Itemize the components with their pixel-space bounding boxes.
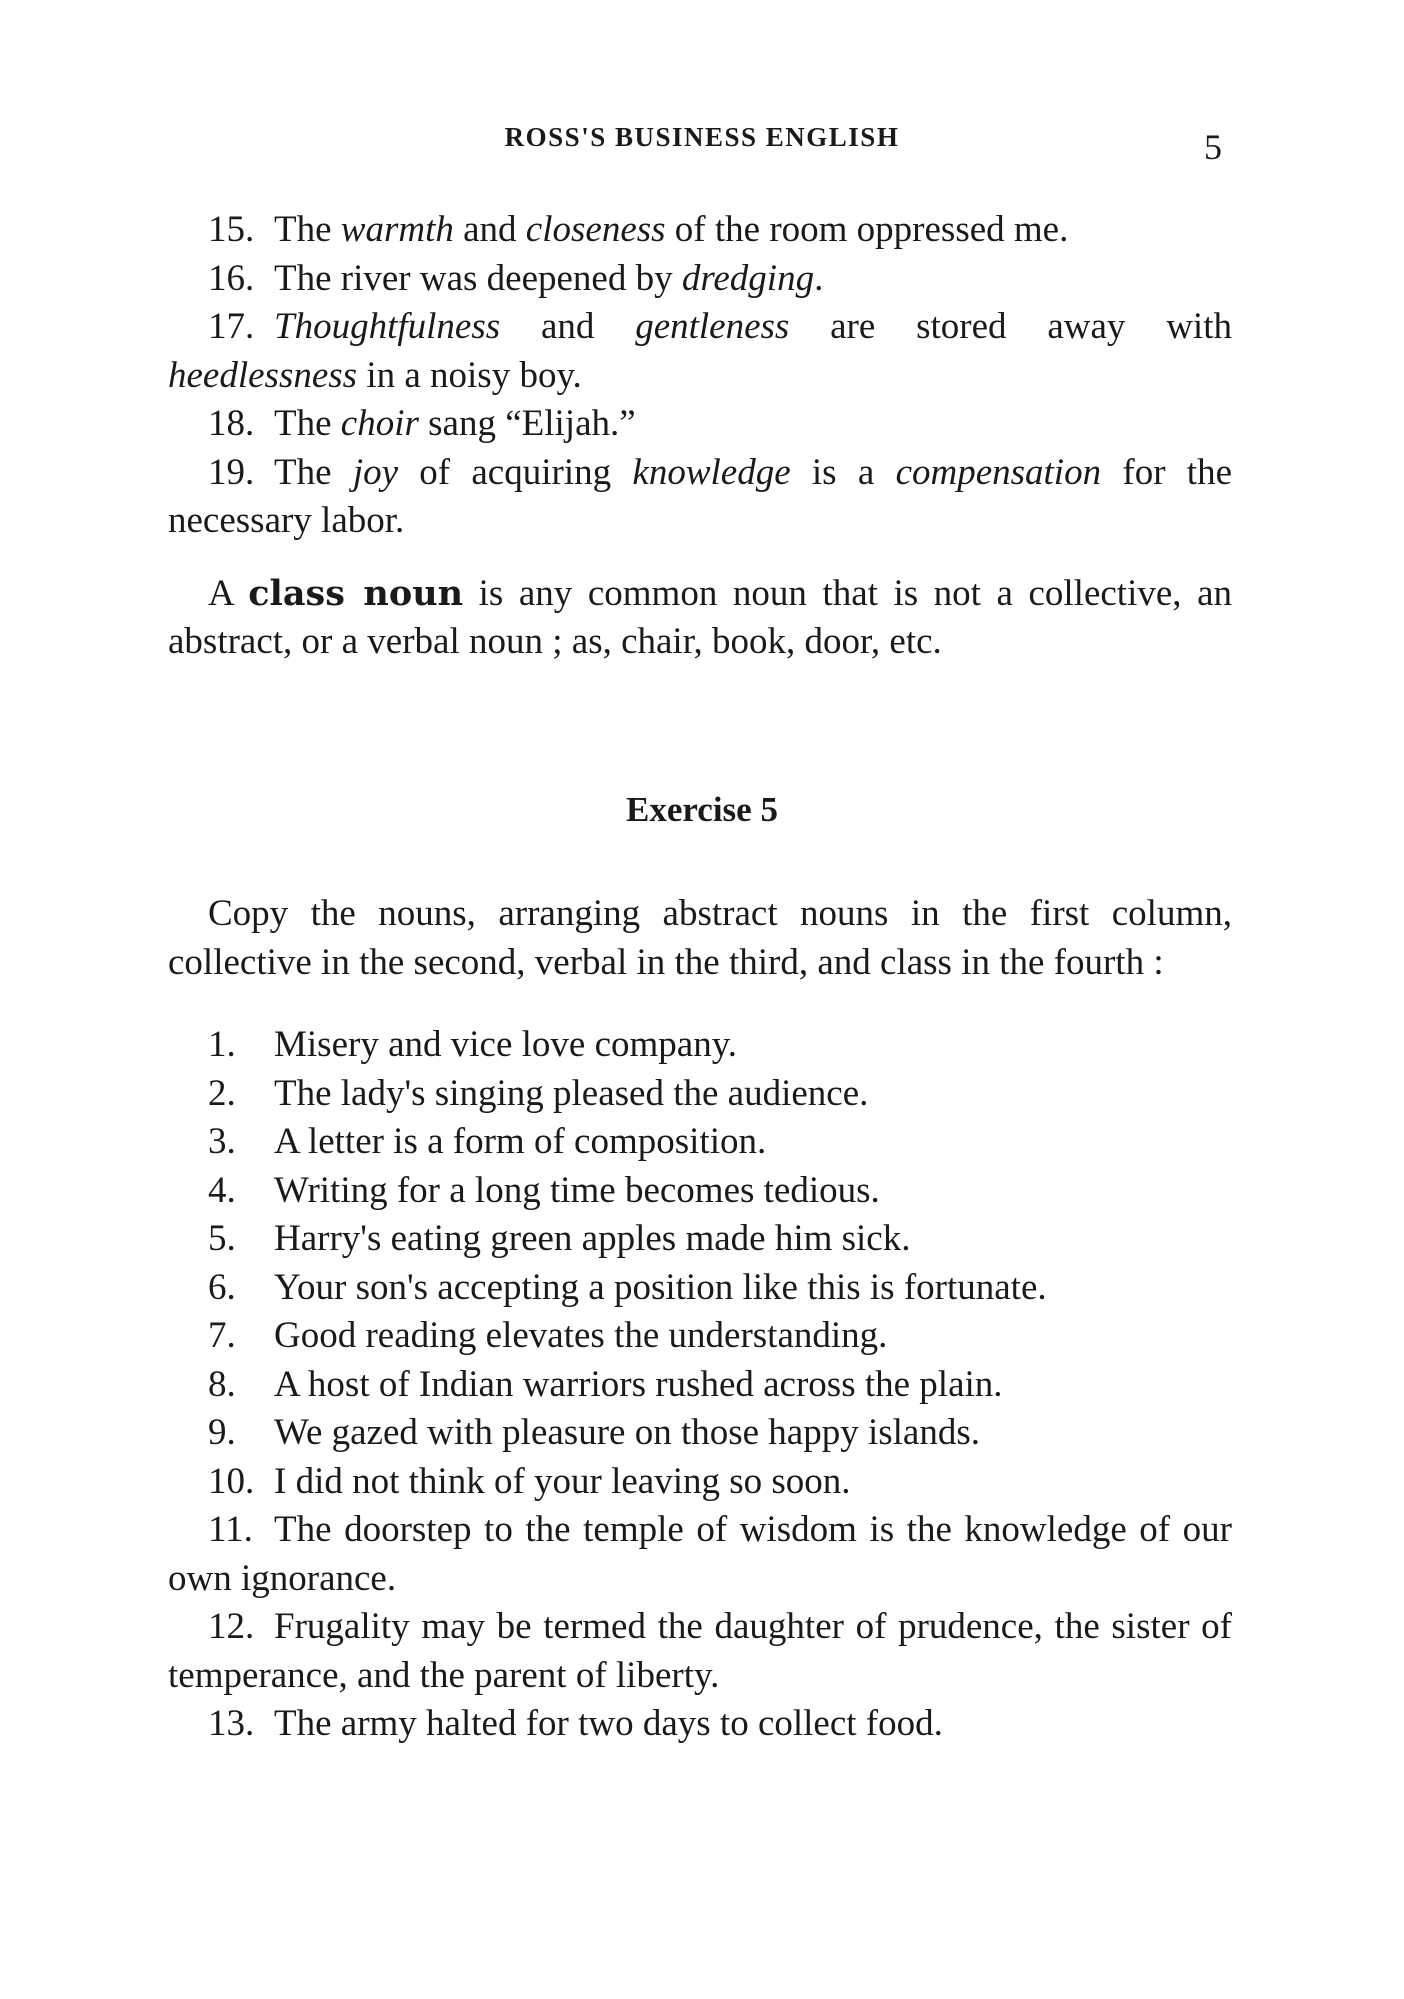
exercise-body	[168, 890, 1232, 1749]
definition-paragraph: A class noun is any common noun that is not a collective, an abstract, or a verbal noun ; as, chair, book, door, etc.	[168, 572, 1232, 662]
list-item: 11. The doorstep to the temple of wisdom is the knowledge of our own ignorance.	[168, 1509, 1232, 1599]
list-item: 4. Writing for a long time becomes tedious.	[208, 1169, 880, 1211]
running-header: ROSS'S BUSINESS ENGLISH	[504, 122, 900, 152]
list-item: 13. The army halted for two days to collect food.	[208, 1703, 943, 1744]
list-item: 1. Misery and vice love company.	[208, 1024, 738, 1065]
list-item: 2. The lady's singing pleased the audience.	[208, 1072, 869, 1114]
list-item: 19. The joy of acquiring knowledge is a compensation for the necessary labor.	[168, 451, 1232, 541]
page-number: 5	[1204, 127, 1222, 167]
list-item: 3. A letter is a form of composition.	[208, 1121, 767, 1162]
list-item: 18. The choir sang “Elijah.”	[208, 403, 636, 444]
list-item: 5. Harry's eating green apples made him sick.	[208, 1218, 911, 1259]
list-item: 6. Your son's accepting a position like this is fortunate.	[208, 1266, 1047, 1308]
list-item: 10. I did not think of your leaving so soon.	[208, 1460, 851, 1502]
list-item: 15. The warmth and closeness of the room oppressed me.	[208, 209, 1069, 250]
list-item: 9. We gazed with pleasure on those happy islands.	[208, 1412, 980, 1453]
list-item: 7. Good reading elevates the understanding.	[208, 1315, 888, 1356]
list-item: 12. Frugality may be termed the daughter of prudence, the sister of temperance, and the parent of liberty.	[168, 1606, 1232, 1696]
list-item: 17. Thoughtfulness and gentleness are stored away with heedlessness in a noisy boy.	[168, 306, 1232, 396]
continued-exercise	[168, 206, 1232, 704]
exercise-heading: Exercise 5	[626, 790, 778, 829]
exercise-list	[168, 1021, 1232, 1749]
list-item: 8. A host of Indian warriors rushed across the plain.	[208, 1363, 1003, 1405]
defined-term: class noun	[248, 572, 464, 614]
exercise-instructions: Copy the nouns, arranging abstract nouns in the first column, collective in the second, verbal in the third, and class in the fourth :	[168, 893, 1232, 983]
list-item: 16. The river was deepened by dredging.	[208, 257, 824, 299]
